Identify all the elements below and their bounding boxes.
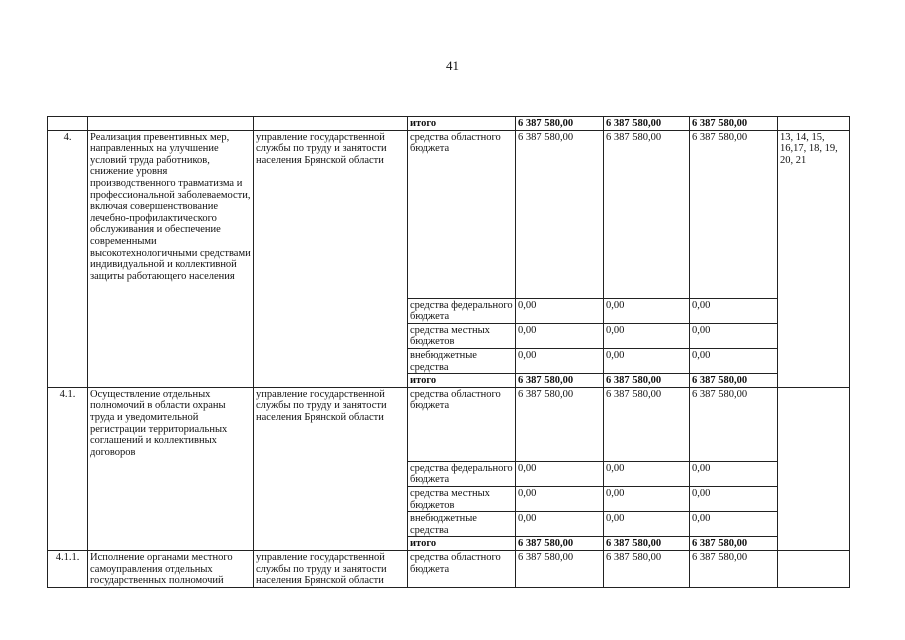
cell-value: 0,00 <box>604 512 690 537</box>
cell-value: 0,00 <box>604 486 690 511</box>
cell-indicators <box>778 387 850 550</box>
cell-name: Осуществление отдельных полномочий в области охраны труда и уведомительной регистрации территориальных соглашений и коллективных договоров <box>88 387 254 550</box>
cell-value: 0,00 <box>516 512 604 537</box>
cell-indicators <box>778 550 850 587</box>
cell-value: 6 387 580,00 <box>516 537 604 551</box>
table-row <box>48 387 850 461</box>
cell-value: 0,00 <box>516 323 604 348</box>
cell-value: 0,00 <box>604 298 690 323</box>
cell-num: 4. <box>48 130 88 387</box>
cell-value: 6 387 580,00 <box>690 537 778 551</box>
cell-value: 6 387 580,00 <box>604 387 690 461</box>
cell-value: 6 387 580,00 <box>690 550 778 587</box>
cell-value: 0,00 <box>690 461 778 486</box>
cell-value: 0,00 <box>690 512 778 537</box>
cell-source: итого <box>408 117 516 131</box>
cell-value: 6 387 580,00 <box>690 117 778 131</box>
cell-value: 0,00 <box>604 461 690 486</box>
cell-num: 4.1. <box>48 387 88 550</box>
page-number: 41 <box>446 58 459 73</box>
cell-value: 0,00 <box>690 348 778 373</box>
cell-name <box>88 117 254 131</box>
cell-source: итого <box>408 537 516 551</box>
cell-value: 0,00 <box>690 323 778 348</box>
cell-value: 6 387 580,00 <box>516 130 604 298</box>
cell-value: 6 387 580,00 <box>690 374 778 388</box>
cell-source: внебюджетные средства <box>408 348 516 373</box>
cell-executor: управление государственной службы по труду и занятости населения Брянской области <box>254 550 408 587</box>
cell-source: средства областного бюджета <box>408 550 516 587</box>
cell-value: 6 387 580,00 <box>516 387 604 461</box>
cell-source: средства федерального бюджета <box>408 461 516 486</box>
table-row <box>48 550 850 587</box>
cell-num <box>48 117 88 131</box>
cell-value: 6 387 580,00 <box>604 550 690 587</box>
cell-value: 0,00 <box>604 323 690 348</box>
cell-indicators: 13, 14, 15, 16,17, 18, 19, 20, 21 <box>778 130 850 387</box>
cell-name: Реализация превентивных мер, направленных на улучшение условий труда работников, снижение уровня производственного травматизма и профессиональной заболеваемости, включая совершенствование лечебно-профилактического обслуживания и обеспечение современными высокотехнологичными средствами индивидуальной и коллективной защиты работающего населения <box>88 130 254 387</box>
cell-value: 6 387 580,00 <box>604 117 690 131</box>
cell-value: 0,00 <box>516 461 604 486</box>
cell-source: внебюджетные средства <box>408 512 516 537</box>
cell-source: средства областного бюджета <box>408 387 516 461</box>
cell-value: 0,00 <box>690 298 778 323</box>
cell-executor: управление государственной службы по труду и занятости населения Брянской области <box>254 387 408 550</box>
cell-value: 0,00 <box>516 486 604 511</box>
cell-value: 0,00 <box>516 348 604 373</box>
cell-value: 6 387 580,00 <box>604 374 690 388</box>
cell-executor: управление государственной службы по труду и занятости населения Брянской области <box>254 130 408 387</box>
cell-source: средства федерального бюджета <box>408 298 516 323</box>
cell-value: 6 387 580,00 <box>516 374 604 388</box>
cell-source: итого <box>408 374 516 388</box>
cell-value: 6 387 580,00 <box>516 117 604 131</box>
cell-value: 6 387 580,00 <box>604 537 690 551</box>
cell-value: 6 387 580,00 <box>604 130 690 298</box>
cell-value: 0,00 <box>690 486 778 511</box>
cell-value: 0,00 <box>604 348 690 373</box>
cell-value: 6 387 580,00 <box>690 130 778 298</box>
cell-num: 4.1.1. <box>48 550 88 587</box>
table-row <box>48 117 850 131</box>
cell-executor <box>254 117 408 131</box>
cell-indicators <box>778 117 850 131</box>
cell-source: средства местных бюджетов <box>408 486 516 511</box>
cell-value: 6 387 580,00 <box>690 387 778 461</box>
table-row <box>48 130 850 298</box>
cell-source: средства областного бюджета <box>408 130 516 298</box>
cell-name: Исполнение органами местного самоуправления отдельных государственных полномочий <box>88 550 254 587</box>
cell-value: 6 387 580,00 <box>516 550 604 587</box>
cell-value: 0,00 <box>516 298 604 323</box>
cell-source: средства местных бюджетов <box>408 323 516 348</box>
budget-table <box>47 116 850 588</box>
